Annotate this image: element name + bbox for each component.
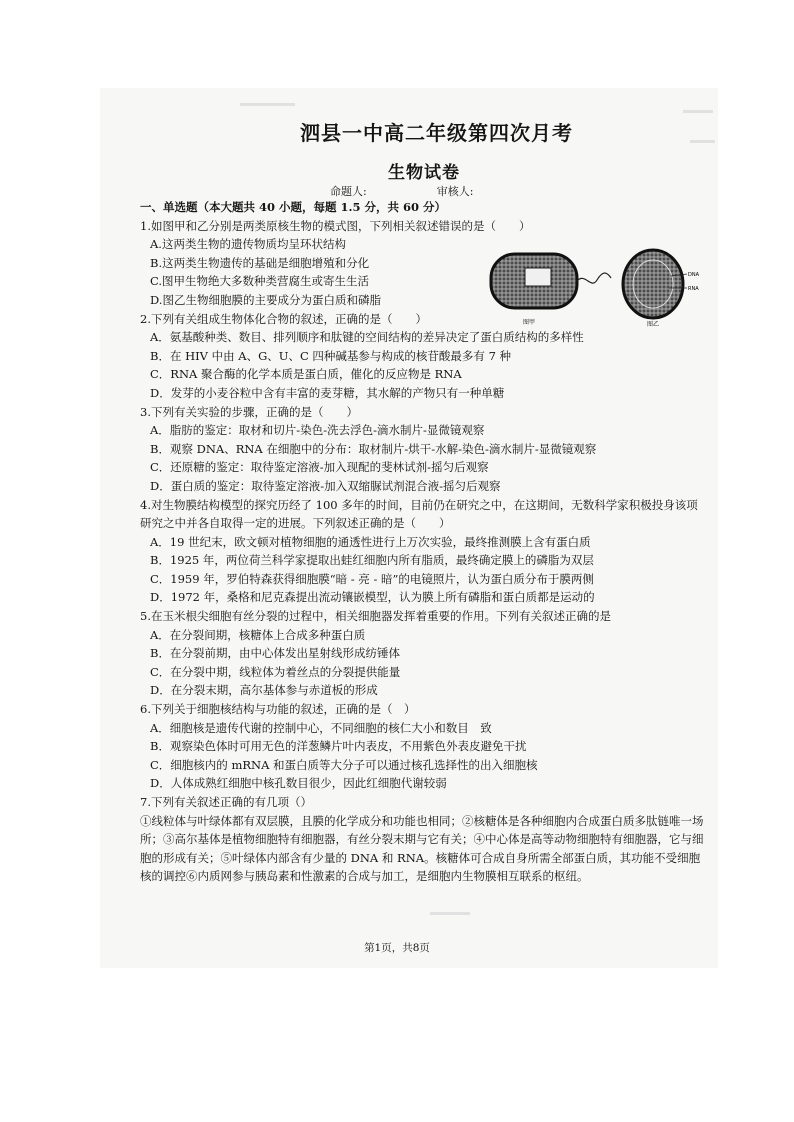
question-option: C．细胞核内的 mRNA 和蛋白质等大分子可以通过核孔选择性的出入细胞核 [150,757,538,772]
scan-artifact [683,110,713,113]
question-stem: 2.下列有关组成生物体化合物的叙述，正确的是（ ） [140,311,427,326]
question-stem: 5.在玉米根尖细胞有丝分裂的过程中，相关细胞器发挥着重要的作用。下列有关叙述正确的是 [140,609,611,624]
question-option: D．发芽的小麦谷粒中含有丰富的麦芽糖，其水解的产物只有一种单糖 [150,385,505,400]
question-option: A．细胞核是遗传代谢的控制中心，不同细胞的核仁大小和数目 致 [150,720,492,735]
question-option: ①线粒体与叶绿体都有双层膜，且膜的化学成分和功能也相同；②核糖体是各种细胞内合成蛋白质多肽链唯一场所；③高尔基体是植物细胞特有细胞器，有丝分裂末期与它有关；④中心体是高等动物细胞特有细胞器，它与细胞的形成有关；⑤叶绿体内部含有少量的 DNA 和 RNA。核糖体可合成自身所需全部蛋白质，其功能不受细胞核的调控⑥内质网参与胰岛素和性激素的合成与加工，是细胞内生物膜相互联系的枢纽。 [140,813,704,884]
page-footer: 第1页，共8页 [364,942,430,954]
question-option: D.图乙生物细胞膜的主要成分为蛋白质和磷脂 [150,292,381,307]
authors-line [330,183,473,199]
question-stem: 4.对生物膜结构模型的探究历经了 100 多年的时间，目前仍在研究之中，在这期间，无数科学家积极投身该项研究之中并各自取得一定的进展。下列叙述正确的是（ ） [140,497,698,531]
exam-subtitle: 生物试卷 [388,163,460,183]
question-option: C．在分裂中期，线粒体为着丝点的分裂提供能量 [150,664,401,679]
question-stem: 3.下列有关实验的步骤，正确的是（ ） [140,404,358,419]
author-label: 命题人: [330,185,367,198]
cell-jia-icon [491,254,611,308]
question-option: A.这两类生物的遗传物质均呈环状结构 [150,237,346,252]
section-heading: 一、单选题（本大题共 40 小题，每题 1.5 分，共 60 分） [140,200,447,214]
question-option: D．人体成熟红细胞中核孔数目很少，因此红细胞代谢较弱 [150,776,447,791]
question-option: B．观察染色体时可用无色的洋葱鳞片叶内表皮，不用紫色外表皮避免干扰 [150,739,527,754]
figure-label-rna: RNA [688,286,699,292]
question-option: B．1925 年，两位荷兰科学家提取出蛙红细胞内所有脂质，最终确定膜上的磷脂为双层 [150,553,594,568]
question-option: C．1959 年，罗伯特森获得细胞膜“暗 - 亮 - 暗”的电镜照片，认为蛋白质分布于膜两侧 [150,571,594,586]
question-option: A．19 世纪末，欧文顿对植物细胞的通透性进行上万次实验，最终推测膜上含有蛋白质 [150,534,591,549]
scan-artifact [430,912,470,915]
question-option: B．在 HIV 中由 A、G、U、C 四种碱基参与构成的核苷酸最多有 7 种 [150,348,512,363]
cell-yi-icon [623,250,687,318]
reviewer-label: 审核人: [436,185,474,198]
question-option: A．氨基酸种类、数目、排列顺序和肽键的空间结构的差异决定了蛋白质结构的多样性 [150,330,584,345]
figure-label-yi: 图乙 [647,321,660,328]
question-option: D．蛋白质的鉴定：取待鉴定溶液-加入双缩脲试剂混合液-摇匀后观察 [150,478,501,493]
figure-label-dna: DNA [688,272,700,278]
question-option: B．在分裂前期，由中心体发出星射线形成纺锤体 [150,646,400,661]
question-option: A．在分裂间期，核糖体上合成多种蛋白质 [150,627,366,642]
question-option: B．观察 DNA、RNA 在细胞中的分布：取材制片-烘干-水解-染色-滴水制片-显微镜观察 [150,441,597,456]
scan-artifact [690,140,715,143]
question-stem: 1.如图甲和乙分别是两类原核生物的模式图，下列相关叙述错误的是（ ） [140,218,531,233]
question-stem: 6.下列关于细胞核结构与功能的叙述，正确的是（ ） [140,702,416,717]
question-option: C．还原糖的鉴定：取待鉴定溶液-加入现配的斐林试剂-摇匀后观察 [150,460,489,475]
question-option: C．RNA 聚合酶的化学本质是蛋白质，催化的反应物是 RNA [150,367,462,382]
question-stem: 7.下列有关叙述正确的有几项（） [140,795,312,809]
exam-title: 泗县一中高二年级第四次月考 [300,121,573,145]
question-option: A．脂肪的鉴定：取材和切片-染色-洗去浮色-滴水制片-显微镜观察 [150,423,485,438]
prokaryote-figure [483,246,713,328]
question-option: C.图甲生物绝大多数种类营腐生或寄生生活 [150,274,370,289]
question-option: D．在分裂末期，高尔基体参与赤道板的形成 [150,683,378,698]
question-option: B.这两类生物遗传的基础是细胞增殖和分化 [150,255,370,270]
figure-label-jia: 图甲 [523,319,536,326]
question-option: D．1972 年，桑格和尼克森提出流动镶嵌模型，认为膜上所有磷脂和蛋白质都是运动的 [150,590,595,605]
scan-artifact [240,103,295,106]
